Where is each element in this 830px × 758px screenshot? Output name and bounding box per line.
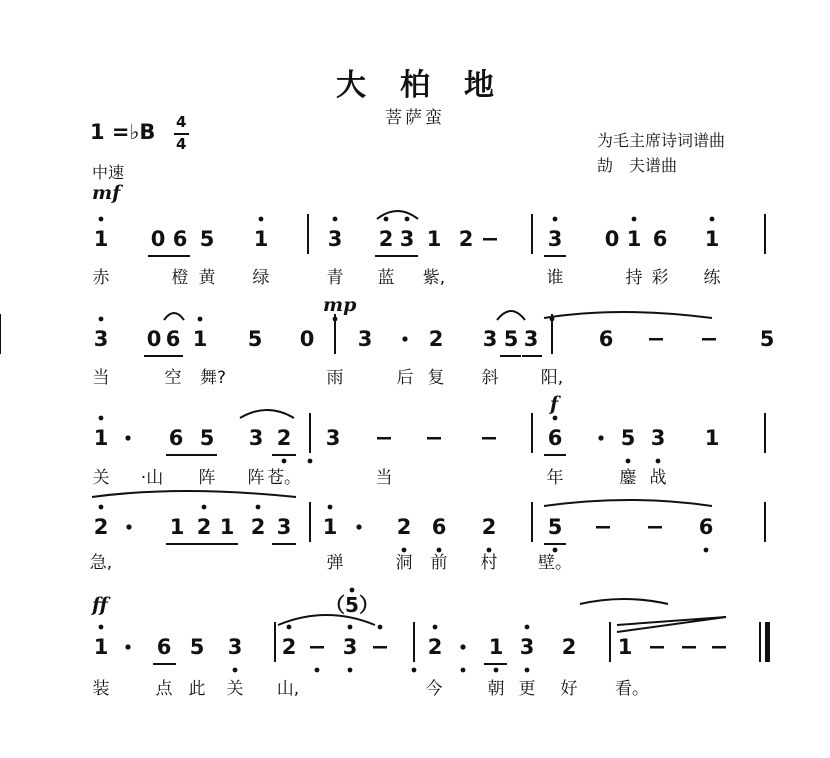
dash-sustain <box>682 646 696 649</box>
tie-arc <box>92 491 296 497</box>
note: 6 <box>598 327 614 351</box>
lyric: 当 <box>375 468 393 488</box>
octave-dot <box>202 505 207 510</box>
note: 0 <box>604 227 620 251</box>
note: 6 <box>168 426 184 450</box>
note: 3 <box>276 515 292 539</box>
lyric: 谁 <box>546 268 564 288</box>
note: 5 <box>547 515 563 539</box>
octave-dot <box>328 505 333 510</box>
augmentation-dot <box>126 524 131 529</box>
note: 0 <box>146 327 162 351</box>
note: 3 <box>523 327 539 351</box>
note: 2 <box>196 515 212 539</box>
dash-sustain <box>482 437 496 440</box>
octave-dot <box>308 459 313 464</box>
lyric: 空 <box>164 368 182 388</box>
augmentation-dot <box>125 644 130 649</box>
octave-dot <box>494 668 499 673</box>
lyric: 前 <box>430 553 448 573</box>
octave-dot <box>553 416 558 421</box>
dash-sustain <box>373 646 387 649</box>
note: 0 <box>299 327 315 351</box>
lyric: 朝 <box>487 679 505 699</box>
octave-dot <box>99 317 104 322</box>
final-bar-line <box>765 622 770 662</box>
dash-sustain <box>596 526 610 529</box>
note: 1 <box>93 426 109 450</box>
note: 2 <box>93 515 109 539</box>
composer-credit: 劼 夫谱曲 <box>597 156 678 175</box>
note: 5 <box>247 327 263 351</box>
octave-dot <box>99 625 104 630</box>
note: 3 <box>342 635 358 659</box>
tie-arc <box>544 312 712 318</box>
octave-dot <box>282 459 287 464</box>
octave-dot <box>256 505 261 510</box>
note: 1 <box>488 635 504 659</box>
song-title: 大柏地 <box>336 68 528 103</box>
time-signature-denominator: 4 <box>176 135 187 153</box>
note: 3 <box>327 227 343 251</box>
lyric: 橙 <box>171 268 189 288</box>
lyric: 彩 <box>651 268 669 288</box>
note: 6 <box>431 515 447 539</box>
dash-sustain <box>648 526 662 529</box>
lyric: 后 <box>396 368 414 388</box>
dash-sustain <box>712 646 726 649</box>
note: 1 <box>322 515 338 539</box>
dynamic-ff: ff <box>92 594 108 616</box>
lyric: 赤 <box>92 268 110 288</box>
lyric: 练 <box>703 268 721 288</box>
note: 1 <box>426 227 442 251</box>
note: 6 <box>156 635 172 659</box>
lyric: 阵 <box>247 468 265 488</box>
lyric: 急, <box>89 553 113 573</box>
note: 3 <box>650 426 666 450</box>
note: 2 <box>561 635 577 659</box>
note: 3 <box>93 327 109 351</box>
lyric: 好 <box>560 679 578 699</box>
note: 2 <box>428 327 444 351</box>
augmentation-dot <box>460 644 465 649</box>
lyric: 山, <box>276 679 300 699</box>
dynamic-mp: mp <box>323 294 357 316</box>
octave-dot <box>99 416 104 421</box>
augmentation-dot <box>402 336 407 341</box>
lyric: 壁。 <box>538 553 572 573</box>
lyric: 关 <box>92 468 110 488</box>
octave-dot <box>437 548 442 553</box>
note: 5 <box>189 635 205 659</box>
note: 5 <box>199 227 215 251</box>
octave-dot <box>461 668 466 673</box>
dash-sustain <box>310 646 324 649</box>
note: 2 <box>276 426 292 450</box>
octave-dot <box>315 668 320 673</box>
lyric: 持 <box>625 268 643 288</box>
parenthetical-note: （5） <box>325 593 379 617</box>
augmentation-dot <box>356 524 361 529</box>
note: 3 <box>357 327 373 351</box>
key-signature: 1 =♭B <box>90 120 156 144</box>
octave-dot <box>656 459 661 464</box>
lyric: 更 <box>518 679 536 699</box>
note: 5 <box>759 327 775 351</box>
slur-arc <box>164 313 184 320</box>
lyric: 关 <box>226 679 244 699</box>
lyric: 此 <box>188 679 206 699</box>
note: 3 <box>248 426 264 450</box>
octave-dot <box>487 548 492 553</box>
note: 2 <box>427 635 443 659</box>
note: 1 <box>253 227 269 251</box>
lyric: 洞 <box>395 553 413 573</box>
time-signature-numerator: 4 <box>176 113 187 131</box>
octave-dot <box>405 217 410 222</box>
octave-dot <box>525 668 530 673</box>
augmentation-dot <box>598 435 603 440</box>
dash-sustain <box>702 338 716 341</box>
dash-sustain <box>427 437 441 440</box>
octave-dot <box>433 625 438 630</box>
lyric: 青 <box>326 268 344 288</box>
lyric: 今 <box>425 679 443 699</box>
note: 2 <box>281 635 297 659</box>
lyric: 蓝 <box>377 268 395 288</box>
note: 6 <box>547 426 563 450</box>
note: 3 <box>325 426 341 450</box>
note: 3 <box>482 327 498 351</box>
note: 2 <box>250 515 266 539</box>
dash-sustain <box>377 437 391 440</box>
note: 2 <box>396 515 412 539</box>
note: 1 <box>93 227 109 251</box>
augmentation-dot <box>125 435 130 440</box>
note: 0 <box>150 227 166 251</box>
lyric: 斜 <box>481 368 499 388</box>
octave-dot <box>412 668 417 673</box>
note: 1 <box>704 426 720 450</box>
tempo-marking: 中速 <box>92 163 125 182</box>
tie-arc <box>580 599 668 604</box>
note: 1 <box>93 635 109 659</box>
lyric: 苍。 <box>267 468 301 488</box>
octave-dot <box>348 668 353 673</box>
octave-dot <box>626 459 631 464</box>
note: 5 <box>503 327 519 351</box>
octave-dot <box>99 505 104 510</box>
lyric: 紫, <box>422 268 446 288</box>
lyric-credit: 为毛主席诗词谱曲 <box>597 131 726 150</box>
lyric: 鏖 <box>619 468 637 488</box>
octave-dot <box>710 217 715 222</box>
note: 5 <box>620 426 636 450</box>
lyric: 雨 <box>326 368 344 388</box>
octave-dot <box>333 317 338 322</box>
lyric: 当 <box>92 368 110 388</box>
note: 1 <box>169 515 185 539</box>
note: 2 <box>481 515 497 539</box>
dash-sustain <box>649 338 663 341</box>
dash-sustain <box>483 238 497 241</box>
octave-dot <box>259 217 264 222</box>
song-subtitle: 菩萨蛮 <box>385 108 445 128</box>
octave-dot <box>333 217 338 222</box>
octave-dot <box>348 625 353 630</box>
octave-dot <box>704 548 709 553</box>
octave-dot <box>233 668 238 673</box>
slur-arc <box>497 311 525 320</box>
note: 3 <box>547 227 563 251</box>
note: 3 <box>399 227 415 251</box>
note: 1 <box>626 227 642 251</box>
lyric: 绿 <box>252 268 270 288</box>
lyric: 弹 <box>326 553 344 573</box>
lyric: 村 <box>480 553 498 573</box>
octave-dot <box>378 625 383 630</box>
octave-dot <box>198 317 203 322</box>
slur-arc <box>240 410 294 418</box>
lyric: ·山 <box>140 468 164 488</box>
lyric: 黄 <box>198 268 216 288</box>
octave-dot <box>384 217 389 222</box>
note: 3 <box>519 635 535 659</box>
octave-dot <box>350 588 355 593</box>
lyric: 阳, <box>540 368 564 388</box>
note: 6 <box>698 515 714 539</box>
note: 6 <box>652 227 668 251</box>
note: 1 <box>219 515 235 539</box>
octave-dot <box>402 548 407 553</box>
lyric: 看。 <box>615 679 649 699</box>
lyric: 点 <box>155 679 173 699</box>
note: 2 <box>378 227 394 251</box>
lyric: 舞? <box>199 368 227 388</box>
note: 1 <box>617 635 633 659</box>
decrescendo-hairpin <box>617 617 726 632</box>
octave-dot <box>99 217 104 222</box>
slur-arc <box>377 211 418 219</box>
lyric: 装 <box>92 679 110 699</box>
note: 6 <box>172 227 188 251</box>
note: 2 <box>458 227 474 251</box>
lyric: 阵 <box>198 468 216 488</box>
dash-sustain <box>650 646 664 649</box>
octave-dot <box>553 217 558 222</box>
lyric: 复 <box>427 368 445 388</box>
lyric: 年 <box>546 468 564 488</box>
tie-arc <box>544 500 712 506</box>
dynamic-mf: mf <box>92 182 121 204</box>
octave-dot <box>525 625 530 630</box>
octave-dot <box>632 217 637 222</box>
octave-dot <box>287 625 292 630</box>
note: 6 <box>165 327 181 351</box>
note: 1 <box>704 227 720 251</box>
dynamic-f: f <box>550 393 559 415</box>
octave-dot <box>553 548 558 553</box>
note: 1 <box>192 327 208 351</box>
note: 5 <box>199 426 215 450</box>
lyric: 战 <box>649 468 667 488</box>
note: 3 <box>227 635 243 659</box>
